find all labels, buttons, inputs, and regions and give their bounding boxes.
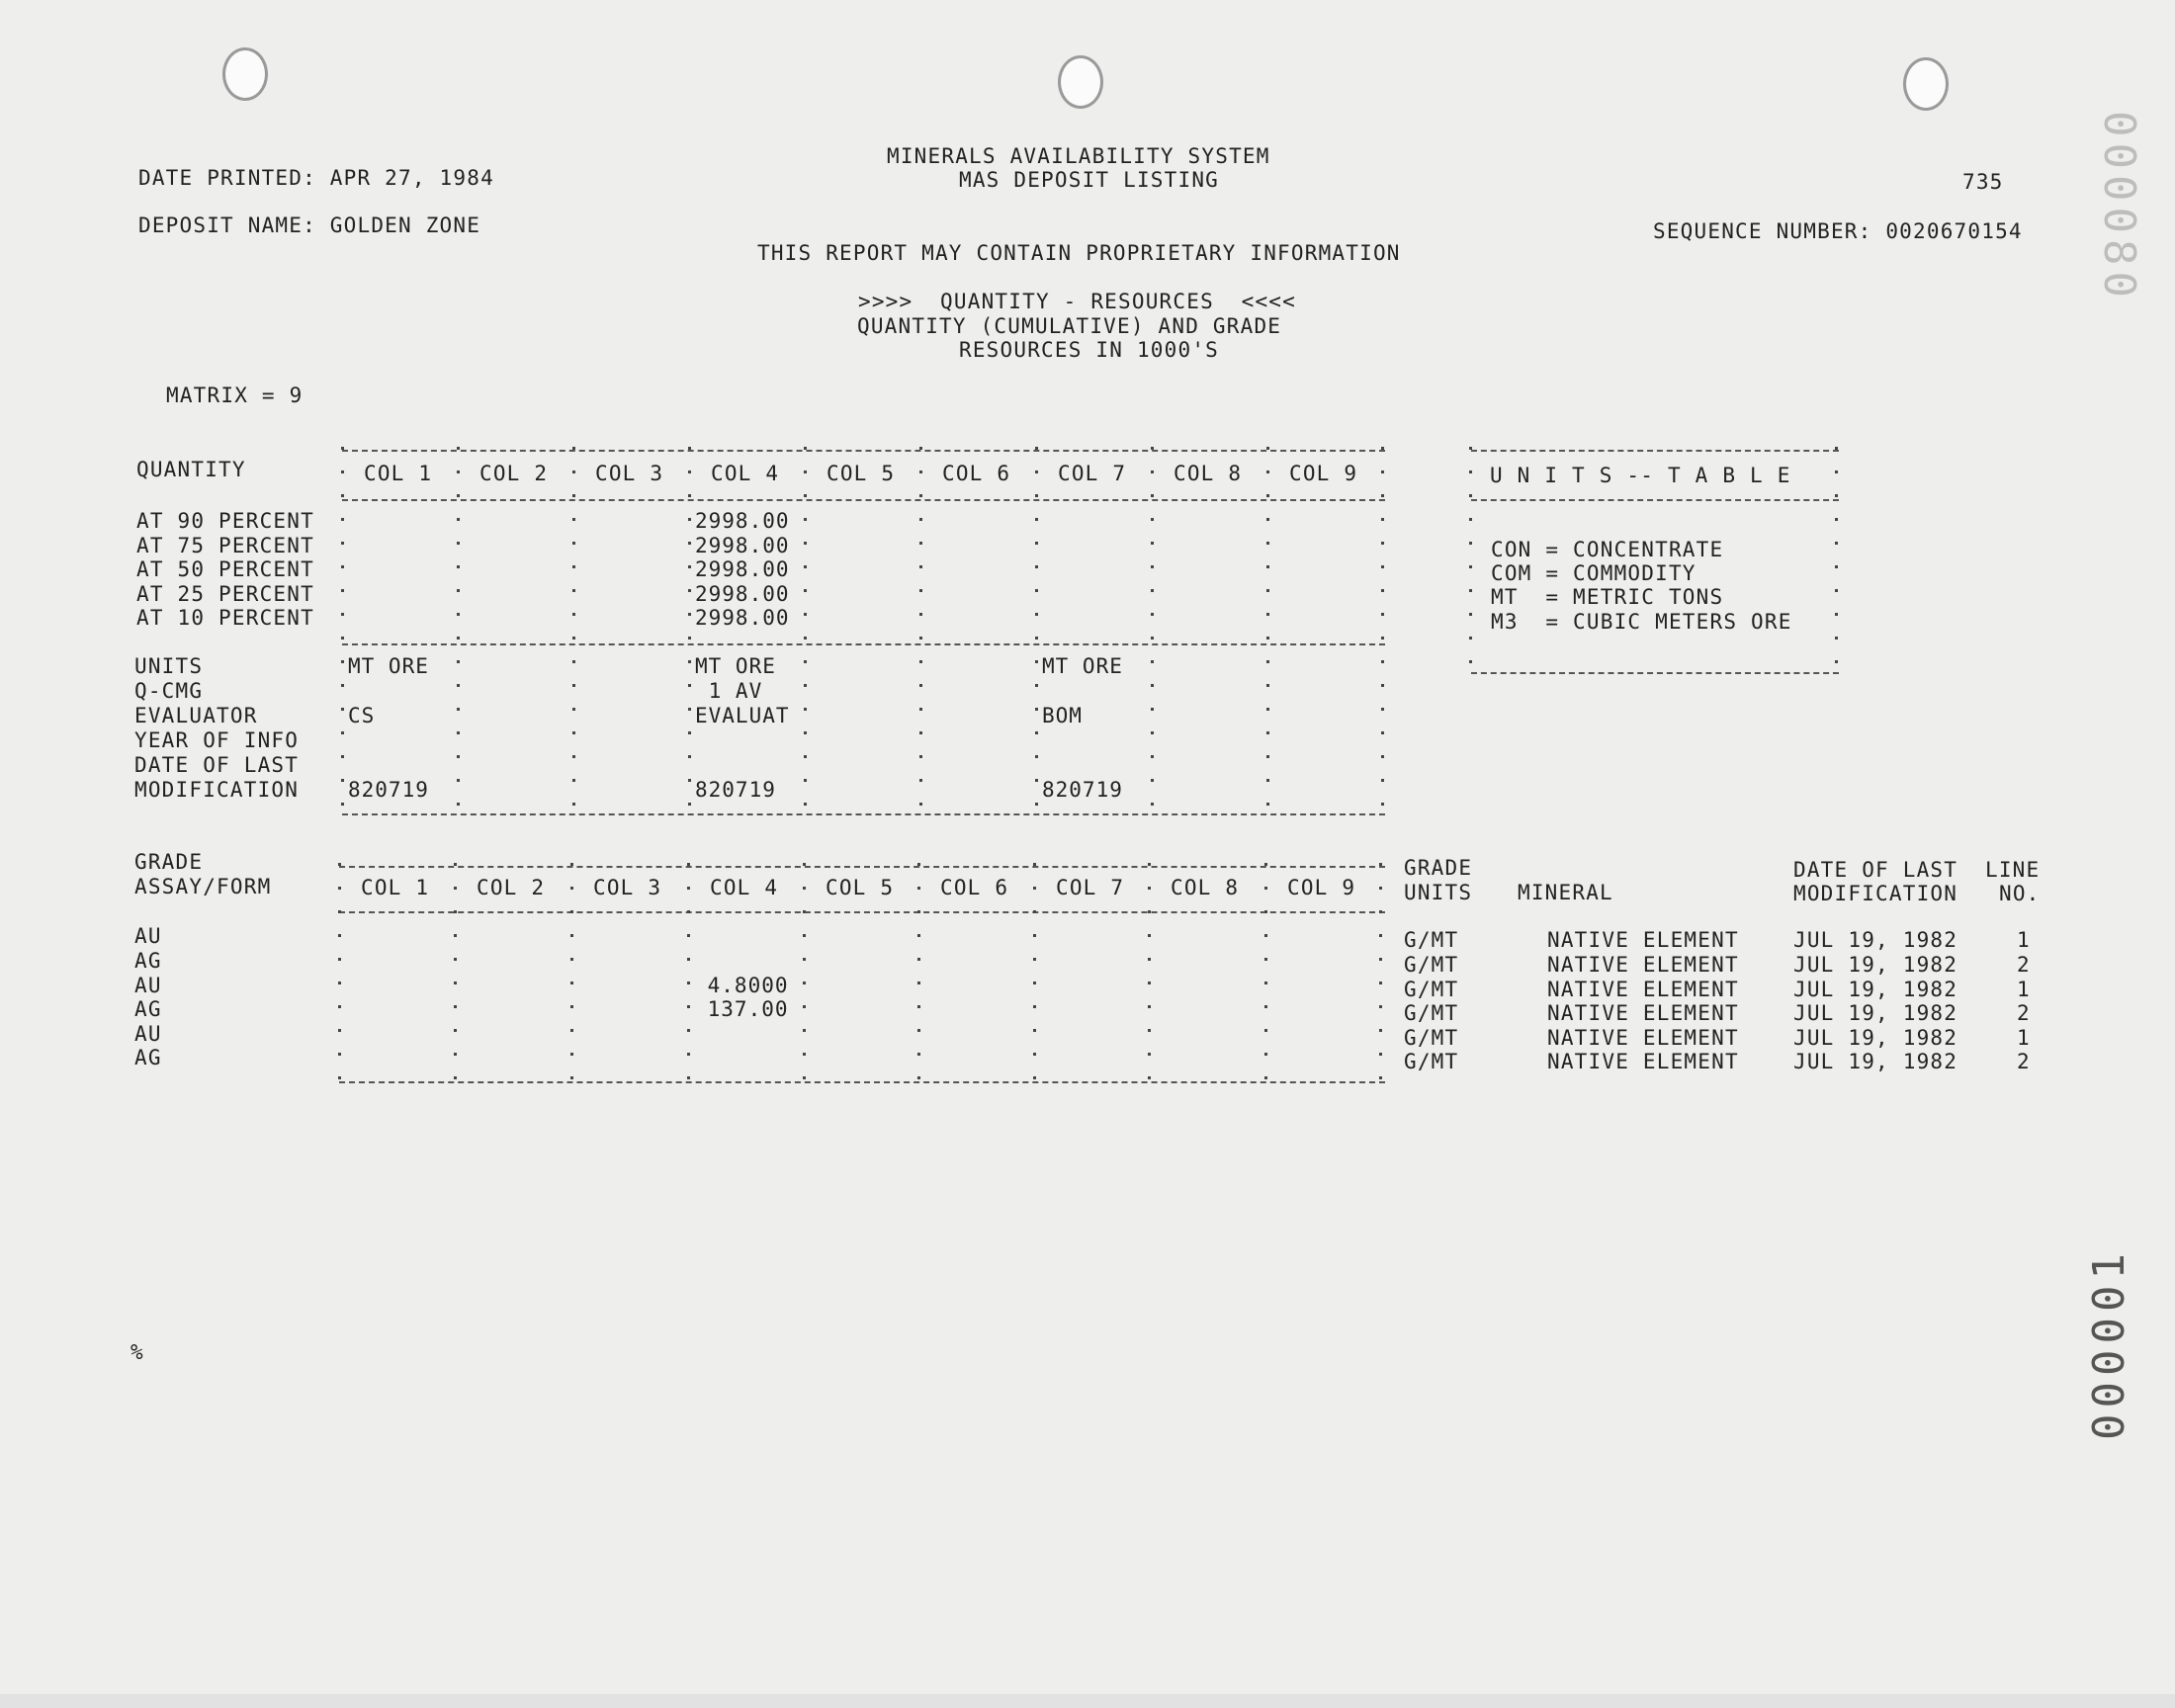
grade-assay: AU bbox=[134, 1022, 162, 1046]
quantity-meta-label: DATE OF LAST bbox=[134, 753, 300, 777]
quantity-meta-value: MT ORE bbox=[348, 654, 429, 678]
date-printed: DATE PRINTED: APR 27, 1984 bbox=[138, 166, 494, 190]
grade-col-separator bbox=[1264, 863, 1267, 1088]
grade-col-separator bbox=[1148, 863, 1151, 1088]
quantity-value: 2998.00 bbox=[695, 606, 790, 630]
grade-units: G/MT bbox=[1404, 1050, 1459, 1073]
grade-col-separator bbox=[570, 863, 573, 1088]
quantity-meta-value: BOM bbox=[1042, 704, 1083, 727]
grade-table-top-rule bbox=[339, 866, 1385, 868]
quantity-col-header: COL 2 bbox=[479, 462, 549, 485]
quantity-row-label: AT 10 PERCENT bbox=[136, 606, 314, 630]
grade-units-header: GRADE bbox=[1404, 856, 1473, 880]
quantity-col-header: COL 7 bbox=[1058, 462, 1127, 485]
proprietary-note: THIS REPORT MAY CONTAIN PROPRIETARY INFORMATION bbox=[757, 241, 1401, 265]
quantity-row-label: AT 50 PERCENT bbox=[136, 557, 314, 581]
assay-form-label: ASSAY/FORM bbox=[134, 875, 272, 898]
quantity-col-header: COL 4 bbox=[711, 462, 780, 485]
grade-date: JUL 19, 1982 bbox=[1793, 1026, 1958, 1050]
grade-units: G/MT bbox=[1404, 1026, 1459, 1050]
quantity-row-label: AT 75 PERCENT bbox=[136, 534, 314, 557]
grade-col-header: COL 3 bbox=[593, 876, 662, 899]
side-stamp-bottom: 000001 bbox=[2084, 1247, 2134, 1440]
grade-mineral: NATIVE ELEMENT bbox=[1547, 1026, 1739, 1050]
quantity-col-header: COL 9 bbox=[1289, 462, 1358, 485]
quantity-col-separator bbox=[1266, 447, 1269, 820]
grade-label: GRADE bbox=[134, 850, 204, 874]
quantity-col-separator bbox=[572, 447, 575, 820]
grade-assay: AU bbox=[134, 974, 162, 997]
grade-mineral: NATIVE ELEMENT bbox=[1547, 1001, 1739, 1025]
quantity-meta-value: 820719 bbox=[1042, 778, 1123, 802]
units-table-right-edge bbox=[1835, 447, 1838, 679]
units-table-header-rule bbox=[1471, 499, 1839, 501]
quantity-col-separator bbox=[1151, 447, 1154, 820]
matrix-label: MATRIX = 9 bbox=[166, 384, 304, 407]
grade-line-no: 2 bbox=[2017, 953, 2031, 977]
units-table-left-edge bbox=[1469, 447, 1472, 679]
grade-col-header: COL 8 bbox=[1171, 876, 1240, 899]
quantity-meta-label: MODIFICATION bbox=[134, 778, 300, 802]
grade-mineral: NATIVE ELEMENT bbox=[1547, 953, 1739, 977]
scan-bottom-edge bbox=[0, 1694, 2175, 1708]
section-title: >>>> QUANTITY - RESOURCES <<<< bbox=[858, 290, 1296, 313]
units-table-top-rule bbox=[1471, 450, 1839, 452]
grade-date: JUL 19, 1982 bbox=[1793, 1001, 1958, 1025]
quantity-value: 2998.00 bbox=[695, 509, 790, 533]
grade-assay: AG bbox=[134, 949, 162, 973]
quantity-meta-label: UNITS bbox=[134, 654, 204, 678]
deposit-name: DEPOSIT NAME: GOLDEN ZONE bbox=[138, 214, 481, 237]
percent-mark: % bbox=[130, 1340, 144, 1364]
quantity-meta-value: MT ORE bbox=[1042, 654, 1123, 678]
quantity-value: 2998.00 bbox=[695, 534, 790, 557]
grade-value: 4.8000 bbox=[694, 974, 789, 997]
side-stamp-top: 000080 bbox=[2094, 111, 2144, 303]
grade-col-header: COL 7 bbox=[1056, 876, 1125, 899]
grade-col-separator bbox=[454, 863, 457, 1088]
grade-units: G/MT bbox=[1404, 1001, 1459, 1025]
grade-col-separator bbox=[687, 863, 690, 1088]
quantity-col-separator bbox=[688, 447, 691, 820]
grade-line-no: 1 bbox=[2017, 978, 2031, 1001]
section-subtitle-1: QUANTITY (CUMULATIVE) AND GRADE bbox=[857, 314, 1282, 338]
grade-col-header: COL 4 bbox=[710, 876, 779, 899]
modification-header: MODIFICATION bbox=[1793, 882, 1958, 905]
grade-units: G/MT bbox=[1404, 928, 1459, 952]
quantity-col-separator bbox=[341, 447, 344, 820]
quantity-label: QUANTITY bbox=[136, 458, 246, 481]
grade-mineral: NATIVE ELEMENT bbox=[1547, 1050, 1739, 1073]
grade-assay: AG bbox=[134, 1046, 162, 1069]
grade-col-separator bbox=[803, 863, 806, 1088]
grade-col-separator bbox=[338, 863, 341, 1088]
units-entry: CON = CONCENTRATE bbox=[1491, 538, 1724, 561]
quantity-meta-value: 820719 bbox=[348, 778, 429, 802]
mineral-header: MINERAL bbox=[1518, 881, 1613, 904]
grade-col-header: COL 5 bbox=[826, 876, 895, 899]
quantity-meta-value: 1 AV bbox=[695, 679, 763, 703]
quantity-meta-value: CS bbox=[348, 704, 376, 727]
units-entry: COM = COMMODITY bbox=[1491, 561, 1696, 585]
line-no-header: NO. bbox=[1999, 882, 2041, 905]
quantity-meta-value: MT ORE bbox=[695, 654, 776, 678]
quantity-row-label: AT 25 PERCENT bbox=[136, 582, 314, 606]
punch-hole-right bbox=[1903, 57, 1949, 111]
quantity-value: 2998.00 bbox=[695, 557, 790, 581]
grade-line-no: 2 bbox=[2017, 1001, 2031, 1025]
units-table-bottom-rule bbox=[1471, 672, 1839, 674]
quantity-col-header: COL 5 bbox=[826, 462, 896, 485]
grade-col-separator bbox=[917, 863, 920, 1088]
grade-col-separator bbox=[1379, 863, 1382, 1088]
grade-units: G/MT bbox=[1404, 978, 1459, 1001]
quantity-row-label: AT 90 PERCENT bbox=[136, 509, 314, 533]
units-entry: MT = METRIC TONS bbox=[1491, 585, 1724, 609]
quantity-col-separator bbox=[804, 447, 807, 820]
quantity-col-header: COL 1 bbox=[364, 462, 433, 485]
quantity-meta-label: YEAR OF INFO bbox=[134, 728, 300, 752]
quantity-meta-value: EVALUAT bbox=[695, 704, 790, 727]
quantity-col-separator bbox=[1381, 447, 1384, 820]
sequence-number: SEQUENCE NUMBER: 0020670154 bbox=[1653, 219, 2023, 243]
grade-date: JUL 19, 1982 bbox=[1793, 953, 1958, 977]
grade-col-header: COL 9 bbox=[1287, 876, 1356, 899]
grade-col-header: COL 2 bbox=[477, 876, 546, 899]
section-subtitle-2: RESOURCES IN 1000'S bbox=[959, 338, 1220, 362]
units-table-title: U N I T S -- T A B L E bbox=[1490, 464, 1791, 487]
quantity-table-mid-rule bbox=[342, 643, 1385, 645]
date-of-last-header: DATE OF LAST bbox=[1793, 858, 1958, 882]
listing-title: MAS DEPOSIT LISTING bbox=[959, 168, 1220, 192]
quantity-table-bottom-rule bbox=[342, 813, 1385, 815]
grade-assay: AU bbox=[134, 924, 162, 948]
system-title: MINERALS AVAILABILITY SYSTEM bbox=[887, 144, 1270, 168]
quantity-meta-label: EVALUATOR bbox=[134, 704, 258, 727]
grade-date: JUL 19, 1982 bbox=[1793, 928, 1958, 952]
grade-units: G/MT bbox=[1404, 953, 1459, 977]
grade-table-bottom-rule bbox=[339, 1081, 1385, 1083]
grade-line-no: 1 bbox=[2017, 928, 2031, 952]
grade-date: JUL 19, 1982 bbox=[1793, 1050, 1958, 1073]
quantity-table-header-rule bbox=[342, 499, 1385, 501]
grade-value: 137.00 bbox=[694, 997, 789, 1021]
quantity-col-header: COL 6 bbox=[942, 462, 1011, 485]
quantity-meta-value: 820719 bbox=[695, 778, 776, 802]
quantity-col-separator bbox=[457, 447, 460, 820]
grade-date: JUL 19, 1982 bbox=[1793, 978, 1958, 1001]
punch-hole-left bbox=[222, 47, 268, 101]
grade-col-separator bbox=[1033, 863, 1036, 1088]
quantity-table-top-rule bbox=[342, 450, 1385, 452]
grade-col-header: COL 1 bbox=[361, 876, 430, 899]
grade-units-header-2: UNITS bbox=[1404, 881, 1473, 904]
quantity-col-separator bbox=[1035, 447, 1038, 820]
grade-col-header: COL 6 bbox=[940, 876, 1009, 899]
grade-mineral: NATIVE ELEMENT bbox=[1547, 978, 1739, 1001]
quantity-col-separator bbox=[919, 447, 922, 820]
line-header: LINE bbox=[1985, 858, 2041, 882]
grade-assay: AG bbox=[134, 997, 162, 1021]
page-number: 735 bbox=[1962, 170, 2004, 194]
quantity-value: 2998.00 bbox=[695, 582, 790, 606]
grade-line-no: 2 bbox=[2017, 1050, 2031, 1073]
punch-hole-center bbox=[1058, 55, 1103, 109]
quantity-col-header: COL 8 bbox=[1174, 462, 1243, 485]
grade-table-header-rule bbox=[339, 911, 1385, 913]
grade-line-no: 1 bbox=[2017, 1026, 2031, 1050]
units-entry: M3 = CUBIC METERS ORE bbox=[1491, 610, 1792, 634]
quantity-meta-label: Q-CMG bbox=[134, 679, 204, 703]
quantity-col-header: COL 3 bbox=[595, 462, 664, 485]
grade-mineral: NATIVE ELEMENT bbox=[1547, 928, 1739, 952]
